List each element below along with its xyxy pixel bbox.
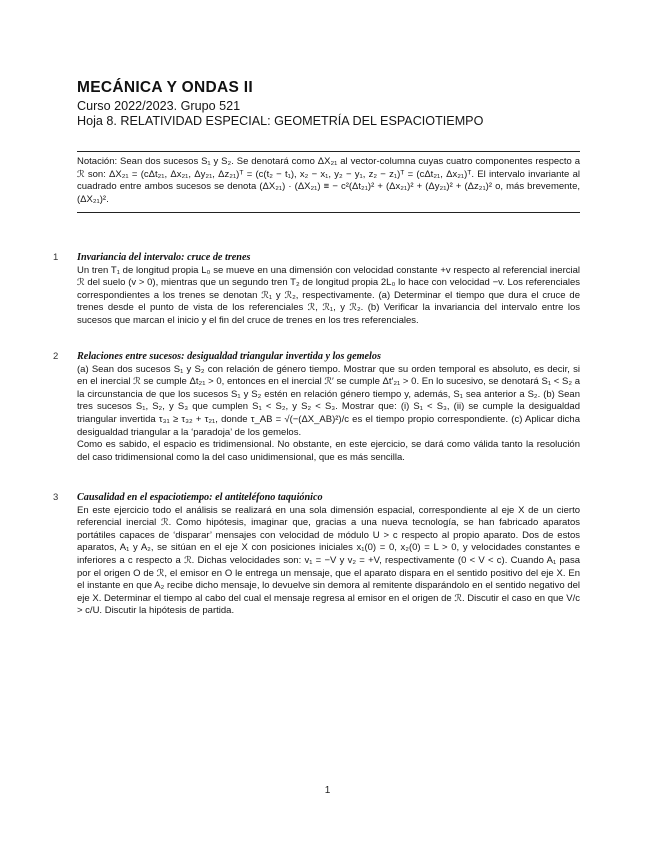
notation-box [77, 156, 580, 206]
notation-text: Notación: Sean dos sucesos S₁ y S₂. Se denotará como ΔX₂₁ al vector-columna cuyas cuatro componentes respecto a ℛ son: ΔX₂₁ = (cΔt₂₁, Δx₂₁, Δy₂₁, Δz₂₁)ᵀ = (c(t₂ − t₁), x₂ − x₁, y₂ − y₁, z₂ − z₁)ᵀ = (cΔt₂₁, Δx₂₁)ᵀ. El intervalo invariante al cuadrado entre ambos sucesos se denota (ΔX₂₁) · (ΔX₂₁) ≡ − c²(Δt₂₁)² + (Δx₂₁)² + (Δy₂₁)² + (Δz₂₁)² o, más brevemente, (ΔX₂₁)². [77, 156, 580, 205]
exercise-paragraph: Un tren T₁ de longitud propia L₀ se mueve en una dimensión con velocidad constante +v respecto al referencial inercial ℛ del suelo (v > 0), mientras que un segundo tren T₂ de longitud propia 2L₀ lo hace con velocidad −v. Los referenciales correspondientes a los trenes se denotan ℛ₁ y ℛ₂, respectivamente. (a) Determinar el tiempo que dura el cruce de trenes desde el punto de vista de los referenciales ℛ, ℛ₁, y ℛ₂. (b) Verificar la invariancia del intervalo entre los sucesos que marcan el inicio y el fin del cruce de trenes en los tres referenciales. [77, 264, 580, 326]
exercise-title: Invariancia del intervalo: cruce de trenes [77, 252, 251, 263]
sheet-line: Hoja 8. RELATIVIDAD ESPECIAL: GEOMETRÍA DEL ESPACIOTIEMPO [77, 114, 484, 128]
exercise-paragraph: Como es sabido, el espacio es tridimensional. No obstante, en este ejercicio, se dará como válida tanto la resolución del caso tridimensional como la del caso unidimensional, que es más sencilla. [77, 439, 580, 463]
exercise-body [77, 364, 580, 465]
exercise-title: Relaciones entre sucesos: desigualdad triangular invertida y los gemelos [77, 351, 381, 362]
exercise-number: 2 [53, 351, 59, 362]
page-number: 1 [324, 785, 331, 796]
exercise-body [77, 265, 580, 328]
notation-bottom-rule [77, 212, 580, 213]
exercise-number: 3 [53, 492, 59, 503]
exercise-number: 1 [53, 252, 59, 263]
exercise-body [77, 505, 580, 618]
exercise-paragraph: En este ejercicio todo el análisis se realizará en una sola dimensión espacial, correspondiente al eje X de un cierto referencial inercial ℛ. Como hipótesis, imaginar que, gracias a una nueva tecnología, se han fabricado aparatos portátiles capaces de ‘disparar’ mensajes con velocidad de módulo U > c respecto al propio aparato. Dos de estos aparatos, A₁ y A₂, se sitúan en el eje X con posiciones iniciales x₁(0) = 0, x₂(0) = L > 0, y velocidades constantes e inferiores a c respecto a ℛ. Dichas velocidades son: v₁ = −V y v₂ = +V, respectivamente (0 < V < c). Cuando A₁ pasa por el origen O de ℛ, el emisor en O le entrega un mensaje, que el aparato dispara en el sentido positivo del eje X. En el instante en que A₂ recibe dicho mensaje, lo devuelve sin demora al remitente disparándolo en el sentido negativo del eje X. Determinar el tiempo al cabo del cual el mensaje regresa al emisor en el origen de ℛ. Discutir el caso en que V/c > c/U. Discutir la hipótesis de partida. [77, 504, 580, 617]
exercise-title: Causalidad en el espaciotiempo: el antiteléfono taquiónico [77, 492, 323, 503]
document-title: MECÁNICA Y ONDAS II [77, 79, 253, 96]
exercise-paragraph: (a) Sean dos sucesos S₁ y S₂ con relación de género tiempo. Mostrar que su orden temporal es absoluto, es decir, si en el inercial ℛ se cumple Δt₂₁ > 0, entonces en el inercial ℛ′ se cumple Δt′₂₁ > 0. En lo sucesivo, se denotará S₁ < S₂ a la circunstancia de que los sucesos S₁ y S₂ estén en relación género tiempo y, además, S₁ sea anterior a S₂. (b) Sean tres sucesos S₁, S₂, y S₃ que cumplen S₁ < S₂, y S₂ < S₃. Mostrar que: (i) S₁ < S₃, (ii) se cumple la desigualdad triangular invertida τ₃₁ ≥ τ₃₂ + τ₂₁, donde τ_AB = √(−(ΔX_AB)²)/c es el tiempo propio correspondiente. (c) Aplicar dicha desigualdad triangular a la ‘paradoja’ de los gemelos. [77, 363, 580, 438]
course-line: Curso 2022/2023. Grupo 521 [77, 99, 241, 113]
notation-top-rule [77, 151, 580, 152]
